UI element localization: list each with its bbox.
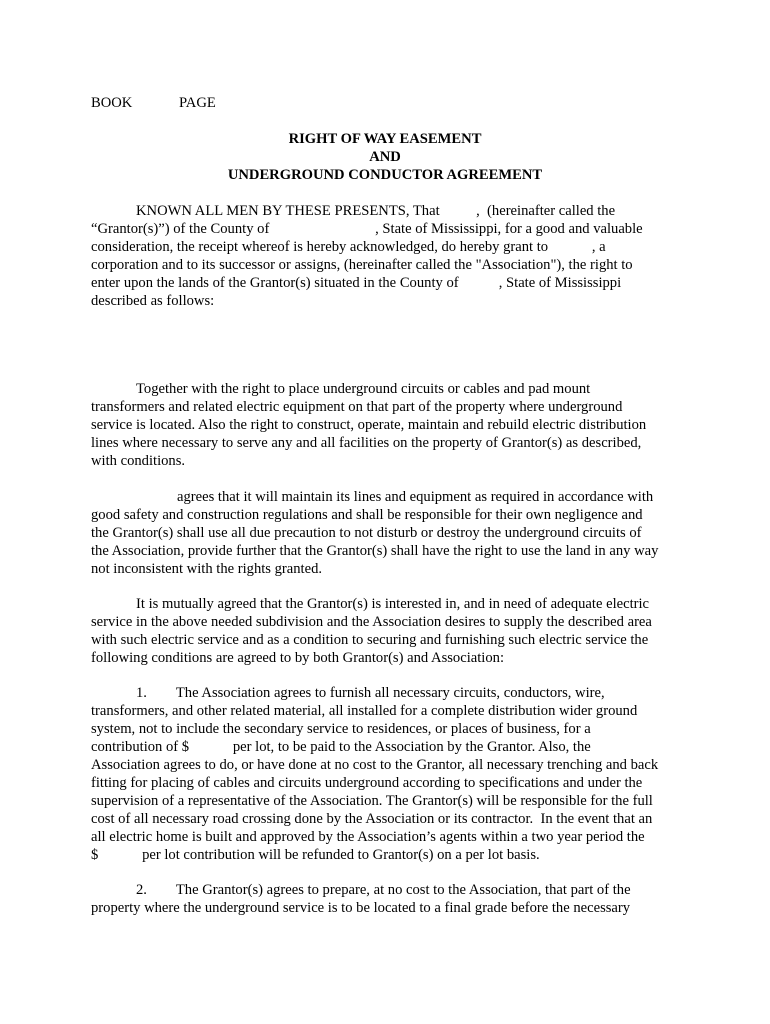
para2-line: with conditions. — [91, 453, 186, 469]
para3-line: the Grantor(s) shall use all due precaution to not disturb or destroy the underground circuits of — [91, 525, 642, 541]
item1-line: Association agrees to do, or have done at no cost to the Grantor, all necessary trenching and back — [91, 757, 659, 773]
para1-line: described as follows: — [91, 293, 215, 309]
para3-line: good safety and construction regulations and shall be responsible for their own negligence and — [91, 507, 643, 523]
item1-line: contribution of $ per lot, to be paid to the Association by the Grantor. Also, the — [91, 739, 591, 755]
title-line-2: AND — [369, 149, 401, 165]
para1-line: enter upon the lands of the Grantor(s) situated in the County of , State of Mississippi — [91, 275, 622, 291]
para3-line: not inconsistent with the rights granted. — [91, 561, 323, 577]
para3-line: agrees that it will maintain its lines and equipment as required in accordance with — [177, 489, 654, 505]
item1-line: 1. The Association agrees to furnish all necessary circuits, conductors, wire, — [136, 685, 605, 701]
para4-line: It is mutually agreed that the Grantor(s) is interested in, and in need of adequate electric — [136, 596, 650, 612]
para2-line: transformers and related electric equipment on that part of the property where underground — [91, 399, 623, 415]
para2-line: Together with the right to place underground circuits or cables and pad mount — [136, 381, 591, 397]
item1-line: $ per lot contribution will be refunded to Grantor(s) on a per lot basis. — [91, 847, 540, 863]
item2-line: property where the underground service is to be located to a final grade before the necessary — [91, 900, 631, 916]
title-line-1: RIGHT OF WAY EASEMENT — [288, 131, 482, 147]
book-label: BOOK — [91, 95, 133, 111]
item1-line: transformers, and other related material, all installed for a complete distribution wider ground — [91, 703, 638, 719]
item1-line: supervision of a representative of the Association. The Grantor(s) will be responsible for the full — [91, 793, 653, 809]
item1-line: cost of all necessary road crossing done by the Association or its contractor. In the event that an — [91, 811, 653, 827]
para4-line: service in the above needed subdivision and the Association desires to supply the described area — [91, 614, 652, 630]
para1-line: corporation and to its successor or assigns, (hereinafter called the "Association"), the right to — [91, 257, 633, 273]
para4-line: with such electric service and as a condition to securing and furnishing such electric service the — [91, 632, 649, 648]
para2-line: service is located. Also the right to construct, operate, maintain and rebuild electric distribution — [91, 417, 647, 433]
item1-line: system, not to include the secondary service to residences, or places of business, for a — [91, 721, 591, 737]
page-label: PAGE — [179, 95, 216, 111]
title-line-3: UNDERGROUND CONDUCTOR AGREEMENT — [227, 167, 543, 183]
para4-line: following conditions are agreed to by both Grantor(s) and Association: — [91, 650, 504, 666]
para2-line: lines where necessary to serve any and all facilities on the property of Grantor(s) as described, — [91, 435, 642, 451]
para3-line: the Association, provide further that the Grantor(s) shall have the right to use the land in any way — [91, 543, 659, 559]
para1-line: consideration, the receipt whereof is hereby acknowledged, do hereby grant to , a — [91, 239, 606, 255]
item1-line: all electric home is built and approved by the Association’s agents within a two year period the — [91, 829, 645, 845]
item1-line: fitting for placing of cables and circuits underground according to specifications and under the — [91, 775, 643, 791]
para1-line: KNOWN ALL MEN BY THESE PRESENTS, That , (hereinafter called the — [136, 203, 616, 219]
para1-line: “Grantor(s)”) of the County of , State of Mississippi, for a good and valuable — [91, 221, 643, 237]
item2-line: 2. The Grantor(s) agrees to prepare, at no cost to the Association, that part of the — [136, 882, 631, 898]
